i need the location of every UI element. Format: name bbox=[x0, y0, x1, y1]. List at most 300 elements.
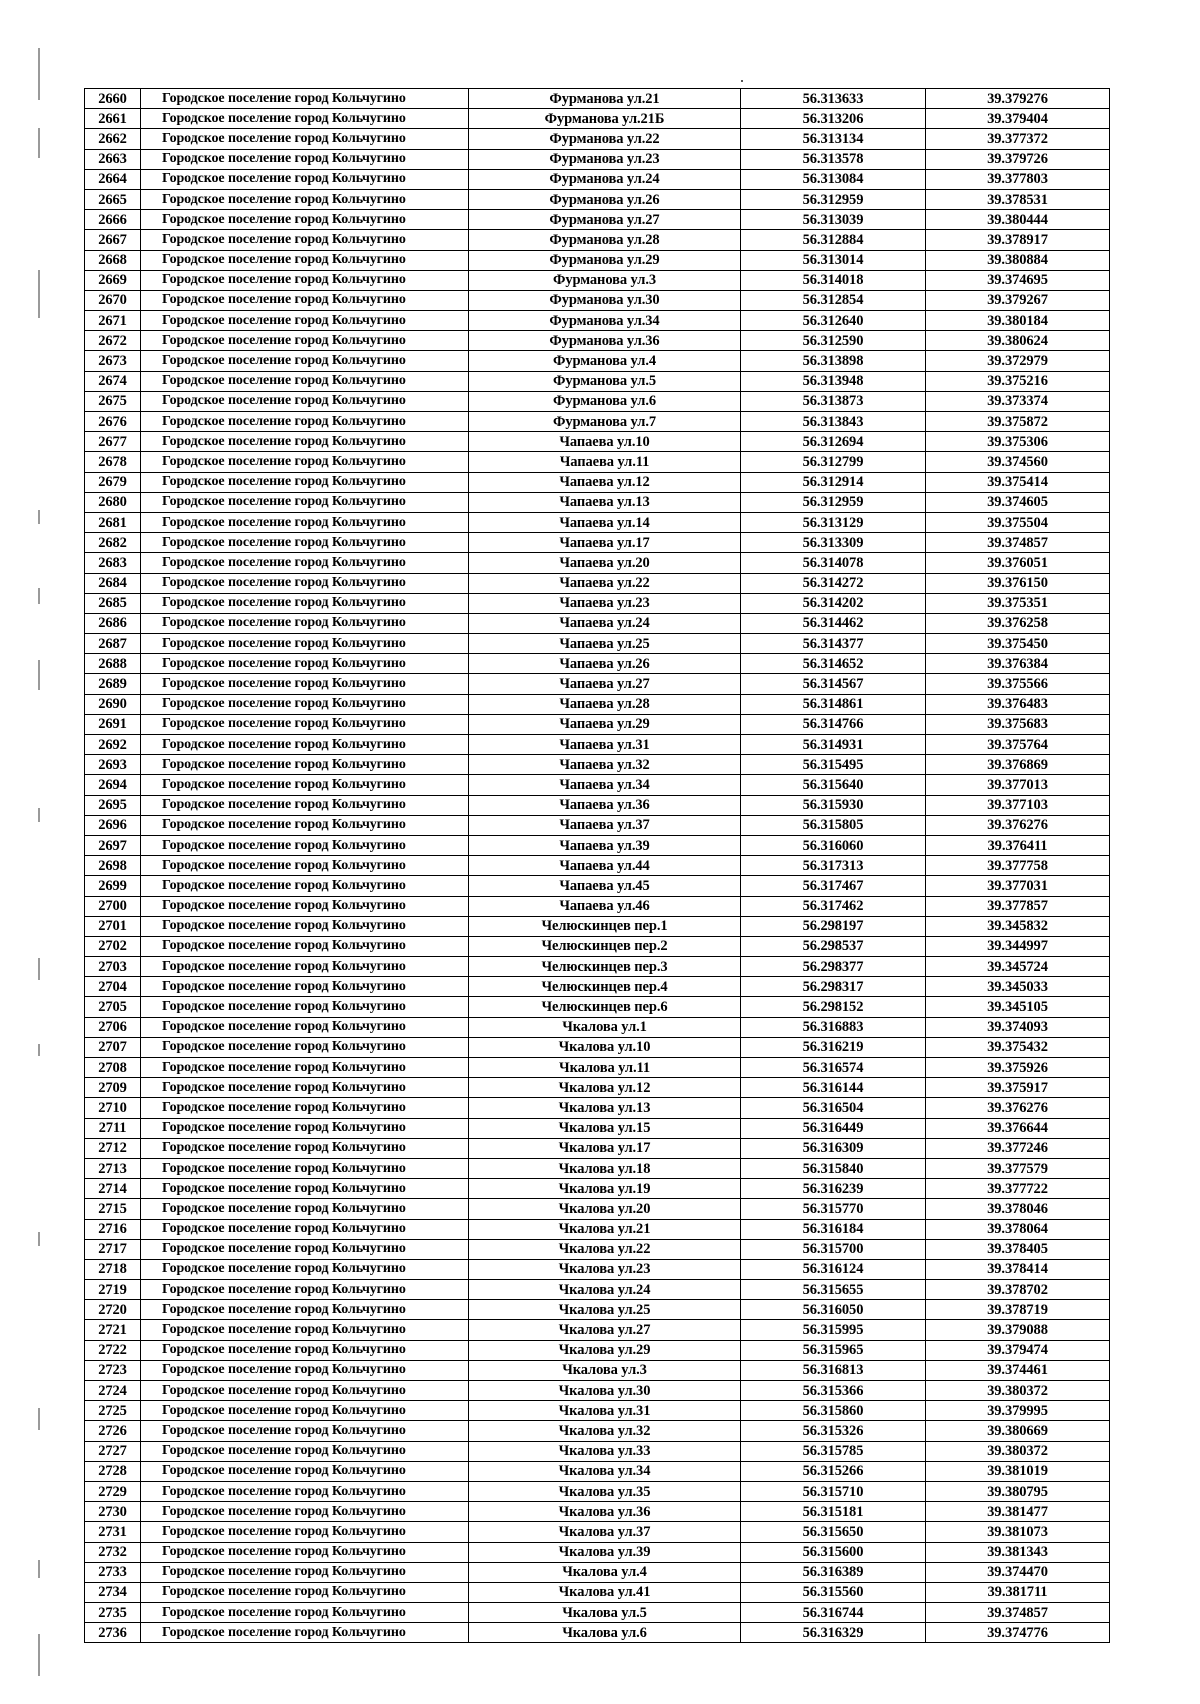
row-number-cell: 2726 bbox=[85, 1421, 141, 1441]
table-row bbox=[85, 230, 1110, 250]
table-row bbox=[85, 311, 1110, 331]
row-number-cell: 2699 bbox=[85, 876, 141, 896]
address-cell: Чапаева ул.37 bbox=[469, 815, 741, 835]
row-number-cell: 2693 bbox=[85, 755, 141, 775]
table-row bbox=[85, 1360, 1110, 1380]
scan-margin-mark bbox=[38, 808, 40, 822]
latitude-cell: 56.316050 bbox=[741, 1300, 926, 1320]
longitude-cell: 39.376384 bbox=[926, 654, 1110, 674]
row-number-cell: 2731 bbox=[85, 1522, 141, 1542]
settlement-cell: Городское поселение город Кольчугино bbox=[141, 977, 469, 997]
table-row bbox=[85, 1542, 1110, 1562]
latitude-cell: 56.316883 bbox=[741, 1017, 926, 1037]
table-row bbox=[85, 795, 1110, 815]
latitude-cell: 56.313843 bbox=[741, 412, 926, 432]
address-cell: Челюскинцев пер.3 bbox=[469, 957, 741, 977]
settlement-cell: Городское поселение город Кольчугино bbox=[141, 89, 469, 109]
settlement-cell: Городское поселение город Кольчугино bbox=[141, 1017, 469, 1037]
settlement-cell: Городское поселение город Кольчугино bbox=[141, 492, 469, 512]
scan-margin-mark bbox=[38, 588, 40, 604]
longitude-cell: 39.379088 bbox=[926, 1320, 1110, 1340]
table-row bbox=[85, 634, 1110, 654]
scan-margin-mark bbox=[38, 48, 40, 100]
latitude-cell: 56.312959 bbox=[741, 189, 926, 209]
table-row bbox=[85, 169, 1110, 189]
address-cell: Чапаева ул.26 bbox=[469, 654, 741, 674]
longitude-cell: 39.377803 bbox=[926, 169, 1110, 189]
table-row bbox=[85, 492, 1110, 512]
table-row bbox=[85, 371, 1110, 391]
settlement-cell: Городское поселение город Кольчугино bbox=[141, 1219, 469, 1239]
longitude-cell: 39.376150 bbox=[926, 573, 1110, 593]
row-number-cell: 2736 bbox=[85, 1623, 141, 1643]
table-row bbox=[85, 694, 1110, 714]
row-number-cell: 2687 bbox=[85, 634, 141, 654]
longitude-cell: 39.344997 bbox=[926, 936, 1110, 956]
table-row bbox=[85, 1340, 1110, 1360]
table-body bbox=[85, 89, 1110, 1643]
settlement-cell: Городское поселение город Кольчугино bbox=[141, 1340, 469, 1360]
table-row bbox=[85, 714, 1110, 734]
longitude-cell: 39.380795 bbox=[926, 1481, 1110, 1501]
settlement-cell: Городское поселение город Кольчугино bbox=[141, 149, 469, 169]
address-cell: Чкалова ул.6 bbox=[469, 1623, 741, 1643]
settlement-cell: Городское поселение город Кольчугино bbox=[141, 674, 469, 694]
row-number-cell: 2709 bbox=[85, 1078, 141, 1098]
latitude-cell: 56.316144 bbox=[741, 1078, 926, 1098]
row-number-cell: 2732 bbox=[85, 1542, 141, 1562]
address-cell: Чкалова ул.3 bbox=[469, 1360, 741, 1380]
address-cell: Чапаева ул.25 bbox=[469, 634, 741, 654]
longitude-cell: 39.375306 bbox=[926, 432, 1110, 452]
scan-margin-mark bbox=[38, 1560, 40, 1578]
latitude-cell: 56.314931 bbox=[741, 735, 926, 755]
latitude-cell: 56.315650 bbox=[741, 1522, 926, 1542]
row-number-cell: 2681 bbox=[85, 512, 141, 532]
latitude-cell: 56.315560 bbox=[741, 1582, 926, 1602]
latitude-cell: 56.314861 bbox=[741, 694, 926, 714]
scan-dot bbox=[741, 80, 743, 82]
address-cell: Челюскинцев пер.1 bbox=[469, 916, 741, 936]
row-number-cell: 2666 bbox=[85, 210, 141, 230]
longitude-cell: 39.375926 bbox=[926, 1058, 1110, 1078]
settlement-cell: Городское поселение город Кольчугино bbox=[141, 1259, 469, 1279]
latitude-cell: 56.316239 bbox=[741, 1179, 926, 1199]
address-cell: Чапаева ул.27 bbox=[469, 674, 741, 694]
longitude-cell: 39.374461 bbox=[926, 1360, 1110, 1380]
longitude-cell: 39.374470 bbox=[926, 1562, 1110, 1582]
row-number-cell: 2729 bbox=[85, 1481, 141, 1501]
table-row bbox=[85, 957, 1110, 977]
longitude-cell: 39.378414 bbox=[926, 1259, 1110, 1279]
latitude-cell: 56.313948 bbox=[741, 371, 926, 391]
address-cell: Чкалова ул.27 bbox=[469, 1320, 741, 1340]
table-row bbox=[85, 1118, 1110, 1138]
table-row bbox=[85, 674, 1110, 694]
longitude-cell: 39.381711 bbox=[926, 1582, 1110, 1602]
latitude-cell: 56.312959 bbox=[741, 492, 926, 512]
row-number-cell: 2689 bbox=[85, 674, 141, 694]
row-number-cell: 2675 bbox=[85, 391, 141, 411]
row-number-cell: 2680 bbox=[85, 492, 141, 512]
row-number-cell: 2695 bbox=[85, 795, 141, 815]
row-number-cell: 2733 bbox=[85, 1562, 141, 1582]
latitude-cell: 56.314462 bbox=[741, 613, 926, 633]
address-cell: Фурманова ул.36 bbox=[469, 331, 741, 351]
table-row bbox=[85, 1562, 1110, 1582]
row-number-cell: 2677 bbox=[85, 432, 141, 452]
table-row bbox=[85, 1381, 1110, 1401]
scan-margin-mark bbox=[38, 660, 40, 690]
latitude-cell: 56.312854 bbox=[741, 290, 926, 310]
longitude-cell: 39.374857 bbox=[926, 533, 1110, 553]
address-cell: Чапаева ул.39 bbox=[469, 835, 741, 855]
table-row bbox=[85, 755, 1110, 775]
latitude-cell: 56.315266 bbox=[741, 1461, 926, 1481]
row-number-cell: 2724 bbox=[85, 1381, 141, 1401]
row-number-cell: 2722 bbox=[85, 1340, 141, 1360]
settlement-cell: Городское поселение город Кольчугино bbox=[141, 694, 469, 714]
address-cell: Фурманова ул.21Б bbox=[469, 109, 741, 129]
longitude-cell: 39.345832 bbox=[926, 916, 1110, 936]
address-cell: Фурманова ул.22 bbox=[469, 129, 741, 149]
table-row bbox=[85, 189, 1110, 209]
table-row bbox=[85, 1138, 1110, 1158]
longitude-cell: 39.376483 bbox=[926, 694, 1110, 714]
row-number-cell: 2719 bbox=[85, 1280, 141, 1300]
longitude-cell: 39.376051 bbox=[926, 553, 1110, 573]
table-row bbox=[85, 1239, 1110, 1259]
table-row bbox=[85, 1461, 1110, 1481]
table-row bbox=[85, 109, 1110, 129]
latitude-cell: 56.314078 bbox=[741, 553, 926, 573]
row-number-cell: 2727 bbox=[85, 1441, 141, 1461]
table-row bbox=[85, 573, 1110, 593]
latitude-cell: 56.315640 bbox=[741, 775, 926, 795]
longitude-cell: 39.375504 bbox=[926, 512, 1110, 532]
settlement-cell: Городское поселение город Кольчугино bbox=[141, 1098, 469, 1118]
latitude-cell: 56.313039 bbox=[741, 210, 926, 230]
settlement-cell: Городское поселение город Кольчугино bbox=[141, 1320, 469, 1340]
table-row bbox=[85, 856, 1110, 876]
row-number-cell: 2717 bbox=[85, 1239, 141, 1259]
table-row bbox=[85, 412, 1110, 432]
address-cell: Фурманова ул.24 bbox=[469, 169, 741, 189]
longitude-cell: 39.378531 bbox=[926, 189, 1110, 209]
longitude-cell: 39.345105 bbox=[926, 997, 1110, 1017]
longitude-cell: 39.379404 bbox=[926, 109, 1110, 129]
row-number-cell: 2672 bbox=[85, 331, 141, 351]
table-row bbox=[85, 1179, 1110, 1199]
latitude-cell: 56.313084 bbox=[741, 169, 926, 189]
latitude-cell: 56.315700 bbox=[741, 1239, 926, 1259]
row-number-cell: 2688 bbox=[85, 654, 141, 674]
longitude-cell: 39.345033 bbox=[926, 977, 1110, 997]
settlement-cell: Городское поселение город Кольчугино bbox=[141, 755, 469, 775]
longitude-cell: 39.375414 bbox=[926, 472, 1110, 492]
row-number-cell: 2676 bbox=[85, 412, 141, 432]
address-cell: Чкалова ул.15 bbox=[469, 1118, 741, 1138]
row-number-cell: 2665 bbox=[85, 189, 141, 209]
longitude-cell: 39.381019 bbox=[926, 1461, 1110, 1481]
row-number-cell: 2711 bbox=[85, 1118, 141, 1138]
latitude-cell: 56.316219 bbox=[741, 1037, 926, 1057]
table-row bbox=[85, 452, 1110, 472]
table-row bbox=[85, 936, 1110, 956]
row-number-cell: 2694 bbox=[85, 775, 141, 795]
address-cell: Чапаева ул.32 bbox=[469, 755, 741, 775]
row-number-cell: 2698 bbox=[85, 856, 141, 876]
settlement-cell: Городское поселение город Кольчугино bbox=[141, 1280, 469, 1300]
longitude-cell: 39.374857 bbox=[926, 1603, 1110, 1623]
table-row bbox=[85, 553, 1110, 573]
address-cell: Чапаева ул.34 bbox=[469, 775, 741, 795]
table-row bbox=[85, 815, 1110, 835]
table-row bbox=[85, 250, 1110, 270]
settlement-cell: Городское поселение город Кольчугино bbox=[141, 613, 469, 633]
longitude-cell: 39.378702 bbox=[926, 1280, 1110, 1300]
latitude-cell: 56.298537 bbox=[741, 936, 926, 956]
settlement-cell: Городское поселение город Кольчугино bbox=[141, 169, 469, 189]
latitude-cell: 56.316744 bbox=[741, 1603, 926, 1623]
latitude-cell: 56.312640 bbox=[741, 311, 926, 331]
latitude-cell: 56.316449 bbox=[741, 1118, 926, 1138]
settlement-cell: Городское поселение город Кольчугино bbox=[141, 109, 469, 129]
longitude-cell: 39.374776 bbox=[926, 1623, 1110, 1643]
longitude-cell: 39.373374 bbox=[926, 391, 1110, 411]
address-cell: Фурманова ул.29 bbox=[469, 250, 741, 270]
row-number-cell: 2670 bbox=[85, 290, 141, 310]
address-cell: Чкалова ул.29 bbox=[469, 1340, 741, 1360]
table-row bbox=[85, 593, 1110, 613]
settlement-cell: Городское поселение город Кольчугино bbox=[141, 997, 469, 1017]
settlement-cell: Городское поселение город Кольчугино bbox=[141, 735, 469, 755]
table-row bbox=[85, 1037, 1110, 1057]
longitude-cell: 39.381073 bbox=[926, 1522, 1110, 1542]
settlement-cell: Городское поселение город Кольчугино bbox=[141, 189, 469, 209]
latitude-cell: 56.315860 bbox=[741, 1401, 926, 1421]
longitude-cell: 39.379726 bbox=[926, 149, 1110, 169]
settlement-cell: Городское поселение город Кольчугино bbox=[141, 1078, 469, 1098]
settlement-cell: Городское поселение город Кольчугино bbox=[141, 432, 469, 452]
scan-margin-mark bbox=[38, 958, 40, 980]
longitude-cell: 39.377722 bbox=[926, 1179, 1110, 1199]
table-row bbox=[85, 472, 1110, 492]
longitude-cell: 39.379267 bbox=[926, 290, 1110, 310]
row-number-cell: 2712 bbox=[85, 1138, 141, 1158]
address-cell: Чапаева ул.29 bbox=[469, 714, 741, 734]
row-number-cell: 2664 bbox=[85, 169, 141, 189]
settlement-cell: Городское поселение город Кольчугино bbox=[141, 1401, 469, 1421]
longitude-cell: 39.378719 bbox=[926, 1300, 1110, 1320]
table-row bbox=[85, 613, 1110, 633]
table-row bbox=[85, 1158, 1110, 1178]
row-number-cell: 2696 bbox=[85, 815, 141, 835]
address-cell: Чапаева ул.31 bbox=[469, 735, 741, 755]
settlement-cell: Городское поселение город Кольчугино bbox=[141, 331, 469, 351]
address-cell: Чкалова ул.39 bbox=[469, 1542, 741, 1562]
longitude-cell: 39.380444 bbox=[926, 210, 1110, 230]
latitude-cell: 56.317313 bbox=[741, 856, 926, 876]
longitude-cell: 39.380624 bbox=[926, 331, 1110, 351]
row-number-cell: 2715 bbox=[85, 1199, 141, 1219]
address-cell: Фурманова ул.3 bbox=[469, 270, 741, 290]
address-cell: Чапаева ул.10 bbox=[469, 432, 741, 452]
longitude-cell: 39.378917 bbox=[926, 230, 1110, 250]
longitude-cell: 39.375351 bbox=[926, 593, 1110, 613]
latitude-cell: 56.313014 bbox=[741, 250, 926, 270]
settlement-cell: Городское поселение город Кольчугино bbox=[141, 815, 469, 835]
settlement-cell: Городское поселение город Кольчугино bbox=[141, 1037, 469, 1057]
address-cell: Чкалова ул.33 bbox=[469, 1441, 741, 1461]
longitude-cell: 39.375683 bbox=[926, 714, 1110, 734]
latitude-cell: 56.316389 bbox=[741, 1562, 926, 1582]
longitude-cell: 39.377031 bbox=[926, 876, 1110, 896]
settlement-cell: Городское поселение город Кольчугино bbox=[141, 1421, 469, 1441]
latitude-cell: 56.315655 bbox=[741, 1280, 926, 1300]
row-number-cell: 2710 bbox=[85, 1098, 141, 1118]
address-cell: Чапаева ул.28 bbox=[469, 694, 741, 714]
longitude-cell: 39.375917 bbox=[926, 1078, 1110, 1098]
row-number-cell: 2668 bbox=[85, 250, 141, 270]
longitude-cell: 39.377758 bbox=[926, 856, 1110, 876]
row-number-cell: 2692 bbox=[85, 735, 141, 755]
latitude-cell: 56.314652 bbox=[741, 654, 926, 674]
row-number-cell: 2701 bbox=[85, 916, 141, 936]
row-number-cell: 2716 bbox=[85, 1219, 141, 1239]
latitude-cell: 56.315770 bbox=[741, 1199, 926, 1219]
longitude-cell: 39.345724 bbox=[926, 957, 1110, 977]
table-row bbox=[85, 1603, 1110, 1623]
table-row bbox=[85, 876, 1110, 896]
scan-margin-mark bbox=[38, 1634, 40, 1676]
address-cell: Фурманова ул.34 bbox=[469, 311, 741, 331]
table-row bbox=[85, 351, 1110, 371]
settlement-cell: Городское поселение город Кольчугино bbox=[141, 412, 469, 432]
address-cell: Чкалова ул.21 bbox=[469, 1219, 741, 1239]
settlement-cell: Городское поселение город Кольчугино bbox=[141, 1199, 469, 1219]
settlement-cell: Городское поселение город Кольчугино bbox=[141, 1360, 469, 1380]
address-cell: Чкалова ул.22 bbox=[469, 1239, 741, 1259]
longitude-cell: 39.374093 bbox=[926, 1017, 1110, 1037]
latitude-cell: 56.312590 bbox=[741, 331, 926, 351]
address-cell: Фурманова ул.21 bbox=[469, 89, 741, 109]
longitude-cell: 39.377013 bbox=[926, 775, 1110, 795]
address-cell: Чкалова ул.34 bbox=[469, 1461, 741, 1481]
latitude-cell: 56.315965 bbox=[741, 1340, 926, 1360]
row-number-cell: 2735 bbox=[85, 1603, 141, 1623]
latitude-cell: 56.316574 bbox=[741, 1058, 926, 1078]
address-coordinates-table bbox=[84, 88, 1110, 1643]
row-number-cell: 2707 bbox=[85, 1037, 141, 1057]
longitude-cell: 39.372979 bbox=[926, 351, 1110, 371]
row-number-cell: 2682 bbox=[85, 533, 141, 553]
latitude-cell: 56.315181 bbox=[741, 1502, 926, 1522]
row-number-cell: 2662 bbox=[85, 129, 141, 149]
row-number-cell: 2706 bbox=[85, 1017, 141, 1037]
address-cell: Чкалова ул.37 bbox=[469, 1522, 741, 1542]
row-number-cell: 2678 bbox=[85, 452, 141, 472]
latitude-cell: 56.312694 bbox=[741, 432, 926, 452]
longitude-cell: 39.374605 bbox=[926, 492, 1110, 512]
row-number-cell: 2697 bbox=[85, 835, 141, 855]
address-cell: Фурманова ул.26 bbox=[469, 189, 741, 209]
settlement-cell: Городское поселение город Кольчугино bbox=[141, 876, 469, 896]
settlement-cell: Городское поселение город Кольчугино bbox=[141, 916, 469, 936]
row-number-cell: 2685 bbox=[85, 593, 141, 613]
settlement-cell: Городское поселение город Кольчугино bbox=[141, 714, 469, 734]
table-row bbox=[85, 210, 1110, 230]
settlement-cell: Городское поселение город Кольчугино bbox=[141, 1522, 469, 1542]
address-cell: Чкалова ул.23 bbox=[469, 1259, 741, 1279]
table-row bbox=[85, 1582, 1110, 1602]
address-cell: Фурманова ул.6 bbox=[469, 391, 741, 411]
table-row bbox=[85, 512, 1110, 532]
table-row bbox=[85, 1300, 1110, 1320]
table-row bbox=[85, 270, 1110, 290]
latitude-cell: 56.314272 bbox=[741, 573, 926, 593]
longitude-cell: 39.379474 bbox=[926, 1340, 1110, 1360]
table-row bbox=[85, 977, 1110, 997]
address-cell: Фурманова ул.7 bbox=[469, 412, 741, 432]
settlement-cell: Городское поселение город Кольчугино bbox=[141, 371, 469, 391]
settlement-cell: Городское поселение город Кольчугино bbox=[141, 230, 469, 250]
scan-margin-mark bbox=[38, 1408, 40, 1430]
settlement-cell: Городское поселение город Кольчугино bbox=[141, 1623, 469, 1643]
latitude-cell: 56.315710 bbox=[741, 1481, 926, 1501]
row-number-cell: 2725 bbox=[85, 1401, 141, 1421]
address-cell: Чапаева ул.12 bbox=[469, 472, 741, 492]
longitude-cell: 39.375566 bbox=[926, 674, 1110, 694]
row-number-cell: 2704 bbox=[85, 977, 141, 997]
settlement-cell: Городское поселение город Кольчугино bbox=[141, 452, 469, 472]
settlement-cell: Городское поселение город Кольчугино bbox=[141, 553, 469, 573]
settlement-cell: Городское поселение город Кольчугино bbox=[141, 1158, 469, 1178]
address-cell: Чапаева ул.22 bbox=[469, 573, 741, 593]
latitude-cell: 56.315930 bbox=[741, 795, 926, 815]
table-row bbox=[85, 1259, 1110, 1279]
row-number-cell: 2671 bbox=[85, 311, 141, 331]
longitude-cell: 39.376411 bbox=[926, 835, 1110, 855]
latitude-cell: 56.315600 bbox=[741, 1542, 926, 1562]
table-row bbox=[85, 391, 1110, 411]
scan-margin-mark bbox=[38, 1044, 40, 1056]
row-number-cell: 2723 bbox=[85, 1360, 141, 1380]
longitude-cell: 39.380184 bbox=[926, 311, 1110, 331]
row-number-cell: 2679 bbox=[85, 472, 141, 492]
table-row bbox=[85, 533, 1110, 553]
table-row bbox=[85, 916, 1110, 936]
settlement-cell: Городское поселение город Кольчугино bbox=[141, 1582, 469, 1602]
latitude-cell: 56.313578 bbox=[741, 149, 926, 169]
address-cell: Чкалова ул.17 bbox=[469, 1138, 741, 1158]
table-row bbox=[85, 89, 1110, 109]
latitude-cell: 56.316184 bbox=[741, 1219, 926, 1239]
table-row bbox=[85, 331, 1110, 351]
address-cell: Чкалова ул.41 bbox=[469, 1582, 741, 1602]
settlement-cell: Городское поселение город Кольчугино bbox=[141, 1461, 469, 1481]
row-number-cell: 2674 bbox=[85, 371, 141, 391]
settlement-cell: Городское поселение город Кольчугино bbox=[141, 351, 469, 371]
settlement-cell: Городское поселение город Кольчугино bbox=[141, 634, 469, 654]
settlement-cell: Городское поселение город Кольчугино bbox=[141, 311, 469, 331]
address-cell: Чапаева ул.14 bbox=[469, 512, 741, 532]
address-cell: Чкалова ул.36 bbox=[469, 1502, 741, 1522]
address-cell: Челюскинцев пер.2 bbox=[469, 936, 741, 956]
latitude-cell: 56.314202 bbox=[741, 593, 926, 613]
address-cell: Чкалова ул.18 bbox=[469, 1158, 741, 1178]
table-row bbox=[85, 1401, 1110, 1421]
